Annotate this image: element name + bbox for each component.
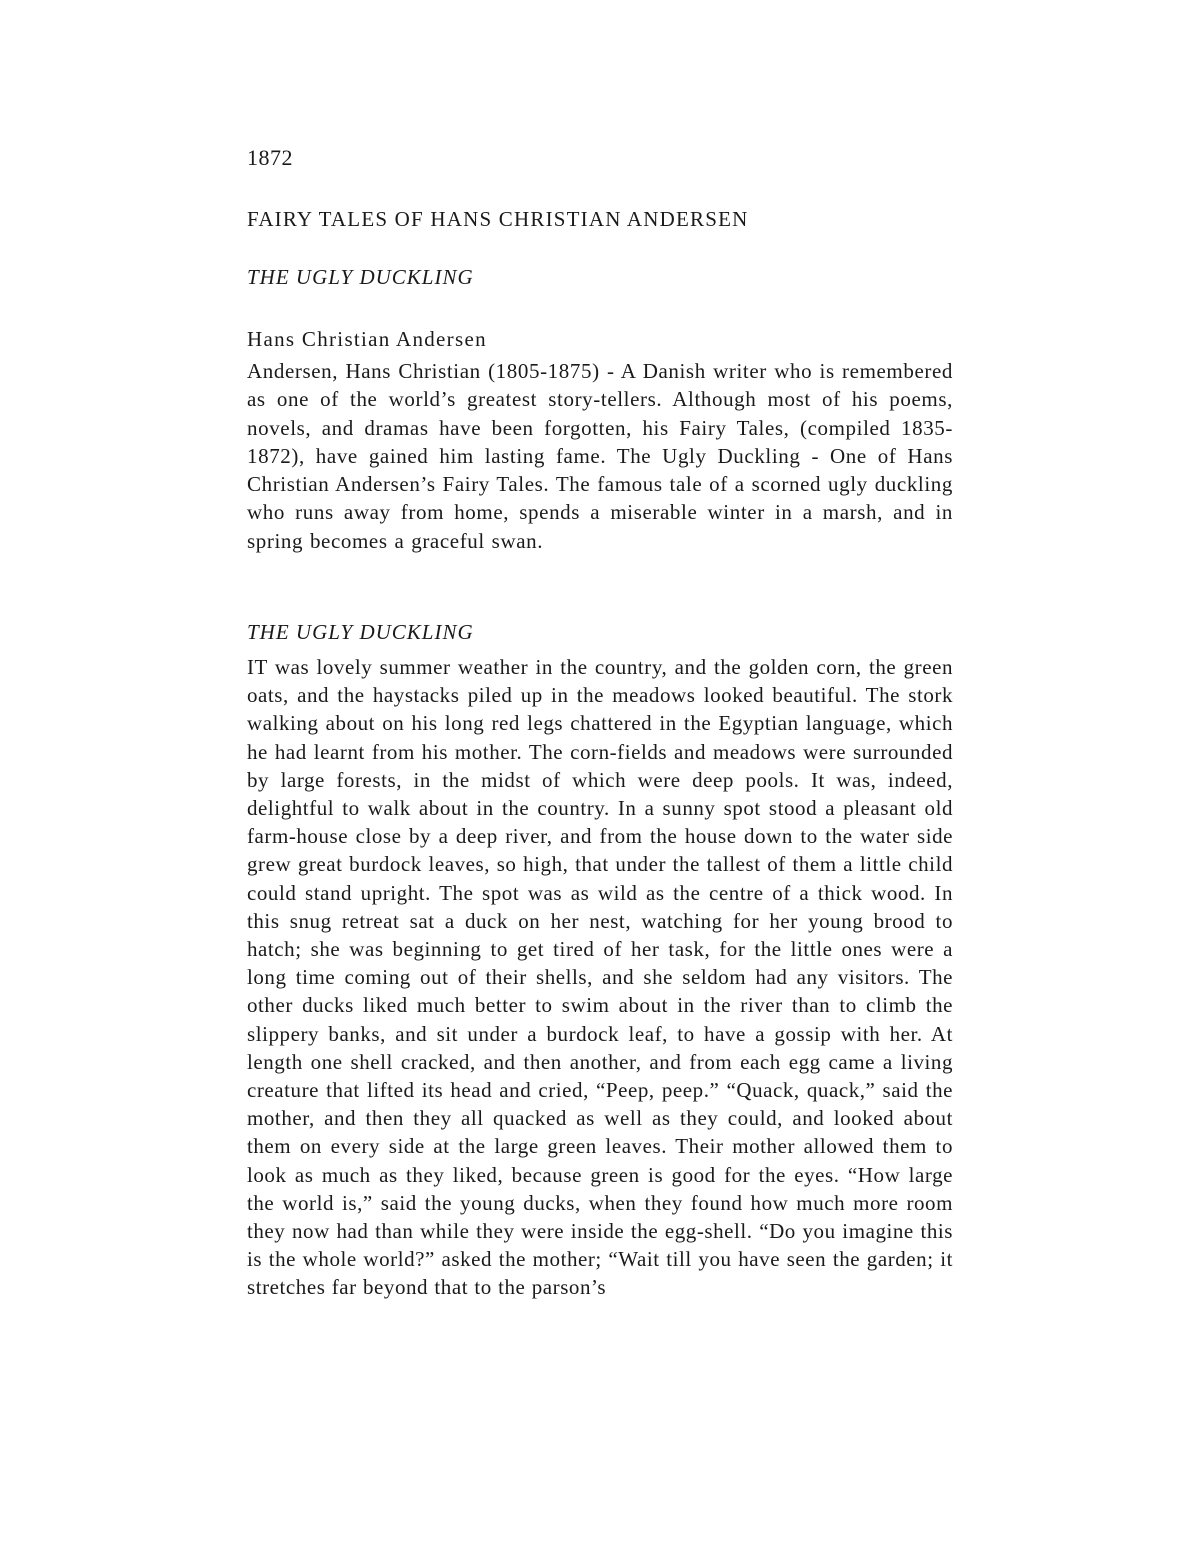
- author-bio-paragraph: Andersen, Hans Christian (1805-1875) - A Danish writer who is remembered as one of the world’s greatest story-tellers. Although most of his poems, novels, and dramas have been forgotten, his Fairy Tales, (compiled 1835- 1872), have gained him lasting fame. The Ugly Duckling - One of Hans Christian Andersen’s Fairy Tales. The famous tale of a scorned ugly duckling who runs away from home, spends a miserable winter in a marsh, and in spring becomes a graceful swan.: [247, 359, 953, 553]
- document-page: [247, 0, 953, 1553]
- book-title: FAIRY TALES OF HANS CHRISTIAN ANDERSEN: [247, 207, 749, 231]
- story-body-paragraph: IT was lovely summer weather in the country, and the golden corn, the green oats, and the haystacks piled up in the meadows looked beautiful. The stork walking about on his long red legs chattered in the Egyptian language, which he had learnt from his mother. The corn-fields and meadows were surrounded by large forests, in the midst of which were deep pools. It was, indeed, delightful to walk about in the country. In a sunny spot stood a pleasant old farm-house close by a deep river, and from the house down to the water side grew great burdock leaves, so high, that under the tallest of them a little child could stand upright. The spot was as wild as the centre of a thick wood. In this snug retreat sat a duck on her nest, watching for her young brood to hatch; she was beginning to get tired of her task, for the little ones were a long time coming out of their shells, and she seldom had any visitors. The other ducks liked much better to swim about in the river than to climb the slippery banks, and sit under a burdock leaf, to have a gossip with her. At length one shell cracked, and then another, and from each egg came a living creature that lifted its head and cried, “Peep, peep.” “Quack, quack,” said the mother, and then they all quacked as well as they could, and looked about them on every side at the large green leaves. Their mother allowed them to look as much as they liked, because green is good for the eyes. “How large the world is,” said the young ducks, when they found how much more room they now had than while they were inside the egg-shell. “Do you imagine this is the whole world?” asked the mother; “Wait till you have seen the garden; it stretches far beyond that to the parson’s: [247, 655, 953, 1300]
- story-heading: THE UGLY DUCKLING: [247, 620, 474, 644]
- author-name: Hans Christian Andersen: [247, 327, 487, 351]
- story-title: THE UGLY DUCKLING: [247, 265, 474, 289]
- year-heading: 1872: [247, 145, 293, 170]
